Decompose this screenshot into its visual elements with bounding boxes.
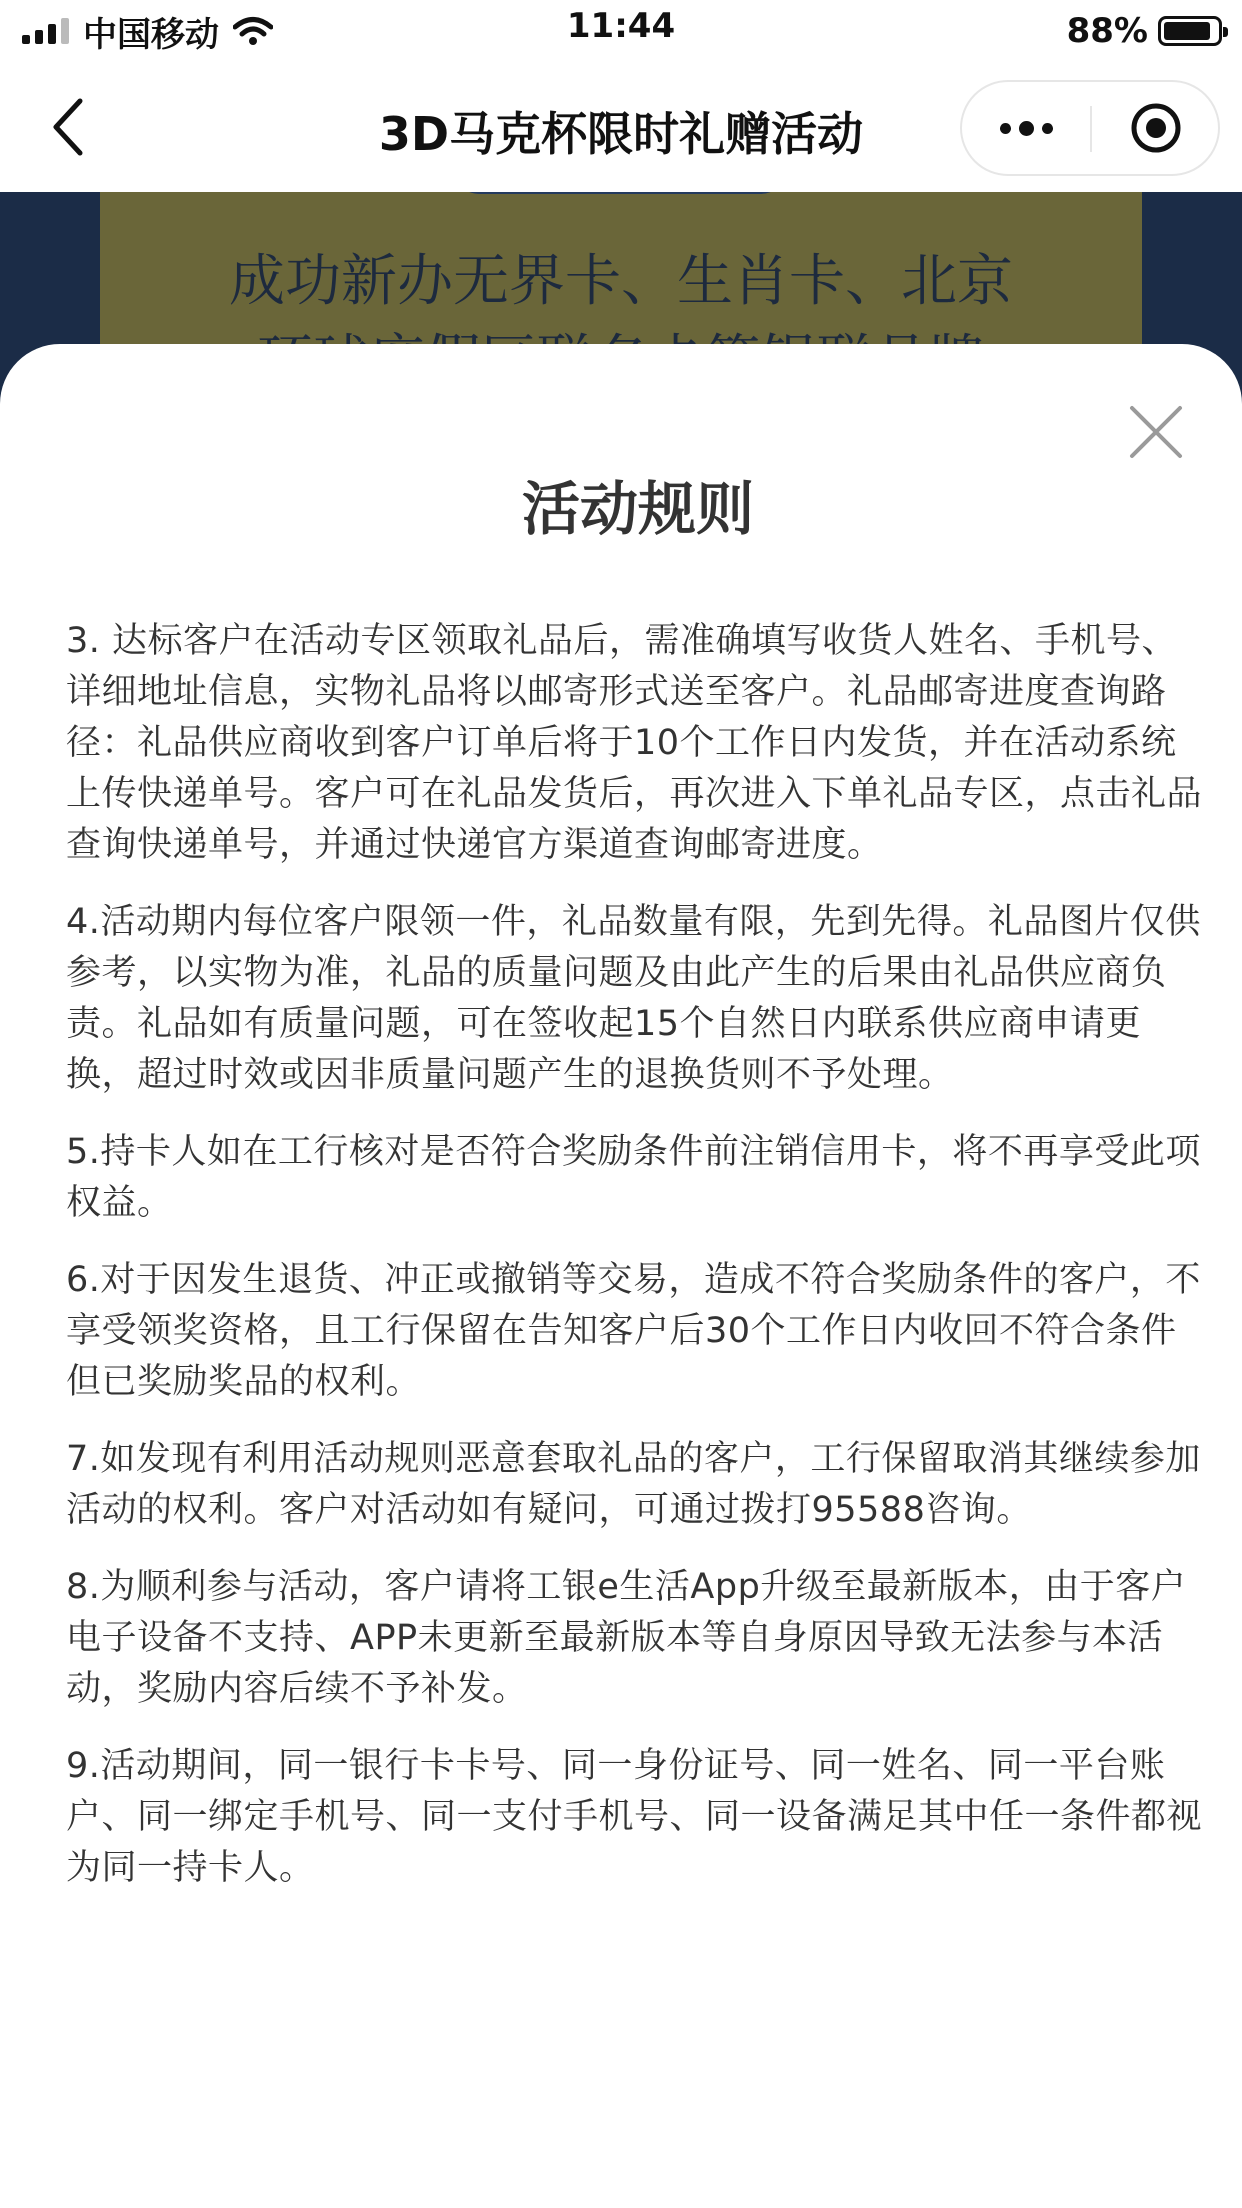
battery-icon [1158, 16, 1222, 46]
status-time: 11:44 [566, 6, 676, 46]
target-icon [1128, 100, 1184, 156]
rule-item: 9.活动期间，同一银行卡卡号、同一身份证号、同一姓名、同一平台账户、同一绑定手机号、同一支付手机号、同一设备满足其中任一条件都视为同一持卡人。 [66, 1746, 1203, 1888]
nav-bar [0, 62, 1242, 192]
rule-item: 7.如发现有利用活动规则恶意套取礼品的客户，工行保留取消其继续参加活动的权利。客户对活动如有疑问，可通过拨打95588咨询。 [66, 1439, 1201, 1530]
status-right [1067, 8, 1222, 54]
mini-program-capsule [960, 80, 1220, 176]
rule-item: 5.持卡人如在工行核对是否符合奖励条件前注销信用卡，将不再享受此项权益。 [66, 1132, 1201, 1223]
close-mini-program-button[interactable] [1092, 82, 1220, 174]
rule-item: 6.对于因发生退货、冲正或撤销等交易，造成不符合奖励条件的客户，不享受领奖资格，且工行保留在告知客户后30个工作日内收回不符合条件但已奖励奖品的权利。 [66, 1260, 1201, 1402]
carrier-label: 中国移动 [83, 14, 219, 55]
sheet-title: 活动规则 [521, 475, 754, 543]
more-icon [1000, 123, 1011, 134]
page-title: 3D马克杯限时礼赠活动 [378, 107, 864, 161]
rule-item: 8.为顺利参与活动，客户请将工银e生活App升级至最新版本，由于客户电子设备不支持、APP未更新至最新版本等自身原因导致无法参与本活动，奖励内容后续不予补发。 [66, 1567, 1187, 1709]
rules-list [66, 616, 1206, 2096]
banner-line-1: 成功新办无界卡、生肖卡、北京 [229, 249, 1013, 314]
close-icon [1128, 404, 1184, 460]
battery-percent: 88% [1066, 11, 1148, 51]
battery-fill [1164, 22, 1210, 40]
rule-item: 3. 达标客户在活动专区领取礼品后，需准确填写收货人姓名、手机号、详细地址信息，实物礼品将以邮寄形式送至客户。礼品邮寄进度查询路径：礼品供应商收到客户订单后将于10个工作日内发货，并在活动系统上传快递单号。客户可在礼品发货后，再次进入下单礼品专区，点击礼品查询快递单号，并通过快递官方渠道查询邮寄进度。 [66, 621, 1203, 865]
sheet-close-button[interactable] [1128, 404, 1184, 460]
rule-item: 4.活动期内每位客户限领一件，礼品数量有限，先到先得。礼品图片仅供参考，以实物为准，礼品的质量问题及由此产生的后果由礼品供应商负责。礼品如有质量问题，可在签收起15个自然日内联系供应商申请更换，超过时效或因非质量问题产生的退换货则不予处理。 [66, 902, 1201, 1095]
status-bar [0, 0, 1242, 62]
more-button[interactable] [962, 82, 1090, 174]
rules-sheet [0, 344, 1242, 2208]
background-button [450, 192, 790, 194]
